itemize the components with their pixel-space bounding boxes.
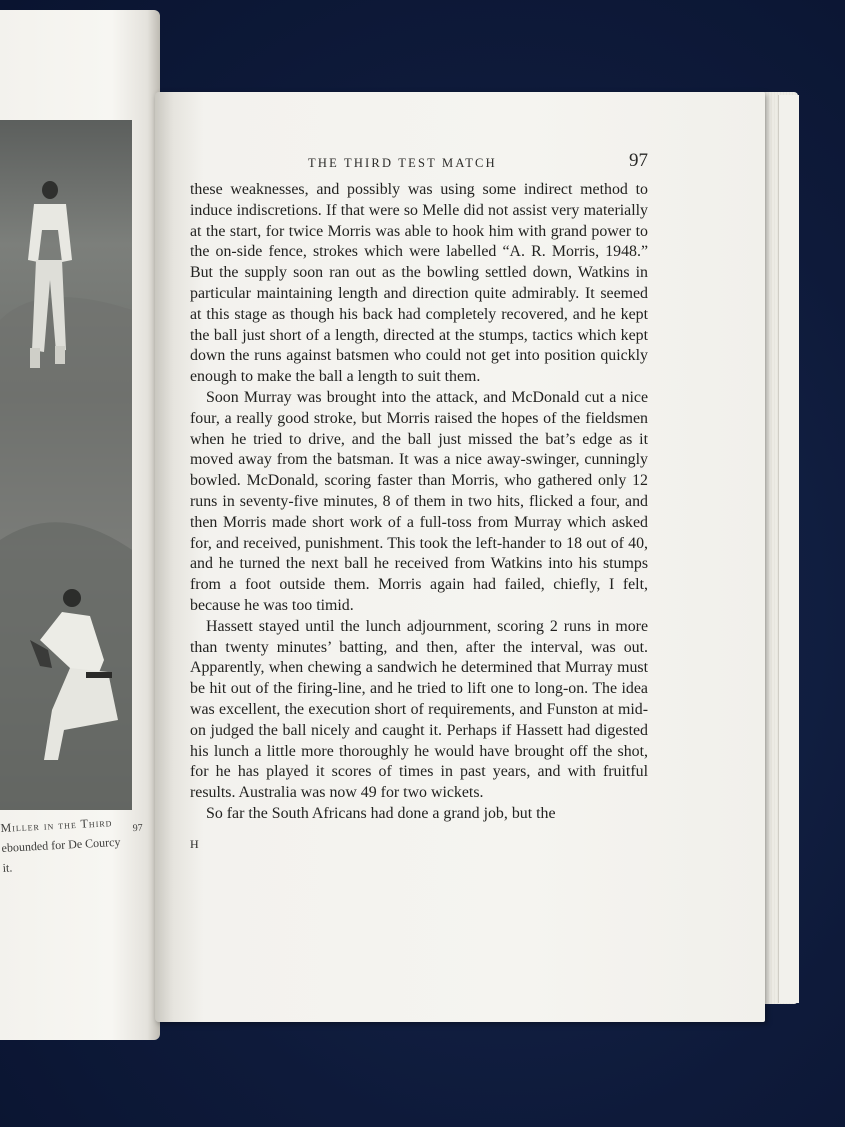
photo-caption (0, 810, 153, 878)
caption-folio: 97 (132, 822, 144, 835)
caption-line-1: Miller in the Third (0, 815, 113, 835)
paragraph-2: Soon Murray was brought into the attack, and McDonald cut a nice four, a really good stroke, but Morris raised the hopes of the fieldsmen when he tried to drive, and the ball just missed the bat’s edge as it moved away from the batsman. It was a nice away-swinger, cunningly bowled. McDonald, scoring faster than Morris, who gathered only 12 runs in seventy-five minutes, 8 of them in two hits, flicked a four, and then Morris made short work of a full-toss from Murray which asked for, and received, punishment. This took the left-hander to 18 out of 40, and he turned the next ball he received from Watkins into his stumps from a foot outside them. Morris again had failed, chiefly, I felt, because he was too timid. (190, 388, 648, 614)
paragraph-3: Hassett stayed until the lunch adjournment, scoring 2 runs in more than twenty minutes’ batting, and then, after the interval, was out. Apparently, when chewing a sandwich he determined that Murray must be hit out of the firing-line, and he tried to lift one to long-on. The idea was excellent, the execution short of requirements, and Funston at mid-on judged the ball nicely and caught it. Perhaps if Hassett had digested his lunch a little more thoroughly he would have brought off the shot, for he has played it scores of times in past years, and with fruitful results. Australia was now 49 for two wickets. (190, 617, 648, 802)
caption-line-2: ebounded for De Courcy (1, 834, 121, 855)
cricket-photo-plate (0, 120, 132, 810)
paragraph-4: So far the South Africans had done a grand job, but the (206, 804, 556, 822)
paragraph-1: these weaknesses, and possibly was using some indirect method to induce indiscretions. If that were so Melle did not assist very materially at the start, for twice Morris was able to hook him with grand power to the on-side fence, strokes which were labelled “A. R. Morris, 1948.” But the supply soon ran out as the bowling settled down, Watkins in particular maintaining length and direction quite admirably. It seemed at this stage as though his back had completely recovered, and he kept the ball just short of a length, directed at the stumps, tactics which kept down the runs against batsmen who could not get into position quickly enough to make the ball a length to suit them. (190, 181, 648, 386)
text-block (190, 150, 648, 852)
left-page (0, 10, 160, 1040)
signature-mark: H (190, 836, 200, 851)
cricketers-illustration (0, 120, 132, 810)
body-text (190, 180, 648, 825)
chapter-title: THE THIRD TEST MATCH (308, 156, 497, 170)
page-number: 97 (629, 150, 648, 171)
running-head (190, 150, 648, 180)
caption-line-3: it. (2, 860, 13, 875)
book-cover-edge (778, 95, 799, 1003)
